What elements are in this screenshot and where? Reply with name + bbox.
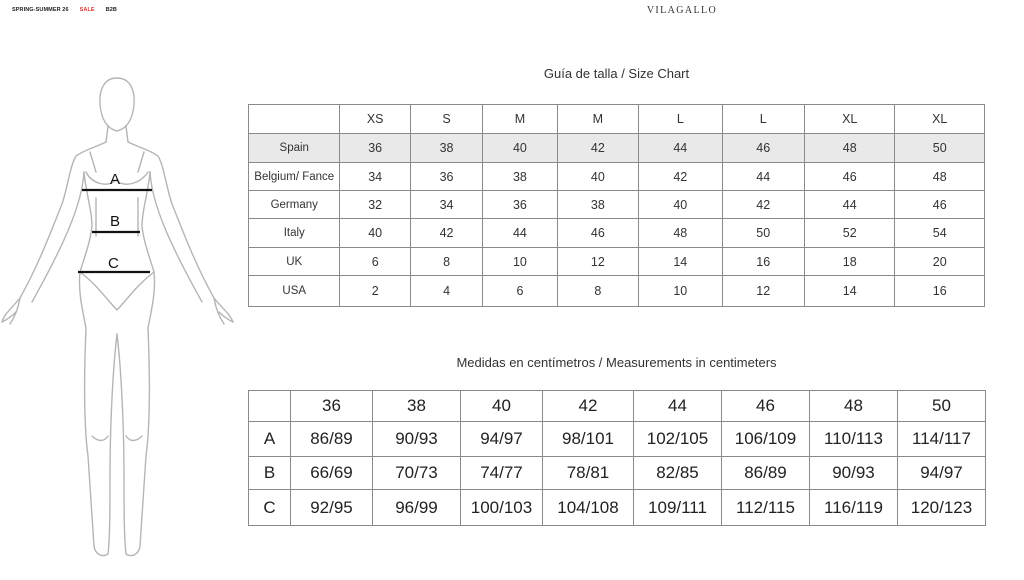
table-row [249, 163, 985, 191]
measurement-cell: 120/123 [898, 490, 986, 526]
size-cell: 10 [483, 248, 557, 276]
size-cell: 46 [557, 219, 638, 248]
size-cell: 38 [410, 134, 482, 163]
measurement-cell: 82/85 [634, 457, 722, 490]
country-label: Belgium/ Fance [249, 163, 340, 191]
size-cell: 46 [722, 134, 804, 163]
measure-header-cell: 40 [461, 391, 543, 422]
top-navigation [12, 7, 117, 13]
nav-sale[interactable]: SALE [79, 7, 95, 13]
size-cell: 16 [722, 248, 804, 276]
size-cell: 34 [410, 191, 482, 219]
measure-header-cell: 38 [373, 391, 461, 422]
measurement-cell: 104/108 [543, 490, 634, 526]
measurement-cell: 96/99 [373, 490, 461, 526]
measurement-cell: 106/109 [722, 422, 810, 457]
measurements-title: Medidas en centímetros / Measurements in centimeters [456, 355, 777, 370]
size-cell: 40 [483, 134, 557, 163]
measure-header-cell: 48 [810, 391, 898, 422]
size-cell: 10 [639, 276, 722, 307]
size-cell: 36 [410, 163, 482, 191]
measurement-cell: 86/89 [291, 422, 373, 457]
measurement-cell: 114/117 [898, 422, 986, 457]
measurement-cell: 92/95 [291, 490, 373, 526]
measurement-cell: 94/97 [898, 457, 986, 490]
measurement-cell: 116/119 [810, 490, 898, 526]
size-cell: 42 [557, 134, 638, 163]
size-cell: 50 [722, 219, 804, 248]
measurement-cell: 70/73 [373, 457, 461, 490]
size-cell: 20 [895, 248, 985, 276]
measure-header-cell: 50 [898, 391, 986, 422]
size-cell: 8 [557, 276, 638, 307]
size-header-cell: L [722, 105, 804, 134]
size-cell: 46 [804, 163, 894, 191]
size-cell: 42 [722, 191, 804, 219]
size-cell: 36 [483, 191, 557, 219]
size-cell: 40 [639, 191, 722, 219]
table-row [249, 134, 985, 163]
measurement-cell: 66/69 [291, 457, 373, 490]
size-cell: 48 [639, 219, 722, 248]
size-cell: 2 [340, 276, 410, 307]
measurement-cell: 90/93 [810, 457, 898, 490]
size-cell: 38 [557, 191, 638, 219]
measurements-header-row [249, 391, 986, 422]
country-label: USA [249, 276, 340, 307]
size-header-cell: L [639, 105, 722, 134]
size-cell: 44 [483, 219, 557, 248]
measurement-cell: 78/81 [543, 457, 634, 490]
size-cell: 6 [483, 276, 557, 307]
measurement-cell: 94/97 [461, 422, 543, 457]
size-cell: 4 [410, 276, 482, 307]
measurement-label: A [249, 422, 291, 457]
measure-header-corner [249, 391, 291, 422]
measurement-cell: 90/93 [373, 422, 461, 457]
size-cell: 40 [557, 163, 638, 191]
size-cell: 36 [340, 134, 410, 163]
measure-header-cell: 46 [722, 391, 810, 422]
size-cell: 32 [340, 191, 410, 219]
table-row [249, 457, 986, 490]
size-header-cell: M [483, 105, 557, 134]
size-cell: 12 [722, 276, 804, 307]
size-cell: 42 [639, 163, 722, 191]
table-row [249, 276, 985, 307]
measurement-cell: 86/89 [722, 457, 810, 490]
size-cell: 8 [410, 248, 482, 276]
country-label: Spain [249, 134, 340, 163]
body-measurement-figure [0, 76, 240, 566]
size-cell: 18 [804, 248, 894, 276]
size-cell: 16 [895, 276, 985, 307]
figure-label-a: A [110, 171, 121, 188]
measurement-cell: 102/105 [634, 422, 722, 457]
table-row [249, 422, 986, 457]
size-header-cell: XS [340, 105, 410, 134]
table-row [249, 219, 985, 248]
measurement-label: C [249, 490, 291, 526]
size-cell: 50 [895, 134, 985, 163]
size-cell: 14 [639, 248, 722, 276]
size-header-cell: XL [804, 105, 894, 134]
size-cell: 44 [804, 191, 894, 219]
measurement-cell: 100/103 [461, 490, 543, 526]
size-header-cell: S [410, 105, 482, 134]
measurement-cell: 98/101 [543, 422, 634, 457]
measurement-cell: 112/115 [722, 490, 810, 526]
size-cell: 48 [895, 163, 985, 191]
table-row [249, 490, 986, 526]
measurement-label: B [249, 457, 291, 490]
size-cell: 40 [340, 219, 410, 248]
size-cell: 44 [722, 163, 804, 191]
croquis-illustration [0, 76, 240, 566]
size-cell: 6 [340, 248, 410, 276]
size-cell: 52 [804, 219, 894, 248]
measurements-table [248, 390, 986, 526]
size-chart-header-row [249, 105, 985, 134]
size-cell: 14 [804, 276, 894, 307]
size-cell: 34 [340, 163, 410, 191]
size-cell: 42 [410, 219, 482, 248]
figure-label-c: C [108, 255, 119, 272]
country-label: Germany [249, 191, 340, 219]
size-chart-table [248, 104, 985, 307]
country-label: Italy [249, 219, 340, 248]
nav-spring-summer[interactable]: SPRING-SUMMER 26 [12, 7, 69, 13]
size-header-cell: XL [895, 105, 985, 134]
size-cell: 44 [639, 134, 722, 163]
measure-header-cell: 36 [291, 391, 373, 422]
size-cell: 48 [804, 134, 894, 163]
size-chart-title: Guía de talla / Size Chart [543, 66, 690, 81]
size-header-cell: M [557, 105, 638, 134]
measurement-cell: 109/111 [634, 490, 722, 526]
size-cell: 12 [557, 248, 638, 276]
measure-header-cell: 44 [634, 391, 722, 422]
measurement-cell: 74/77 [461, 457, 543, 490]
measurement-cell: 110/113 [810, 422, 898, 457]
size-cell: 54 [895, 219, 985, 248]
brand-logo[interactable]: VILAGALLO [646, 5, 718, 16]
size-header-corner [249, 105, 340, 134]
table-row [249, 191, 985, 219]
size-cell: 46 [895, 191, 985, 219]
measure-header-cell: 42 [543, 391, 634, 422]
table-row [249, 248, 985, 276]
country-label: UK [249, 248, 340, 276]
figure-label-b: B [110, 213, 121, 230]
size-cell: 38 [483, 163, 557, 191]
nav-b2b[interactable]: B2B [105, 7, 117, 13]
